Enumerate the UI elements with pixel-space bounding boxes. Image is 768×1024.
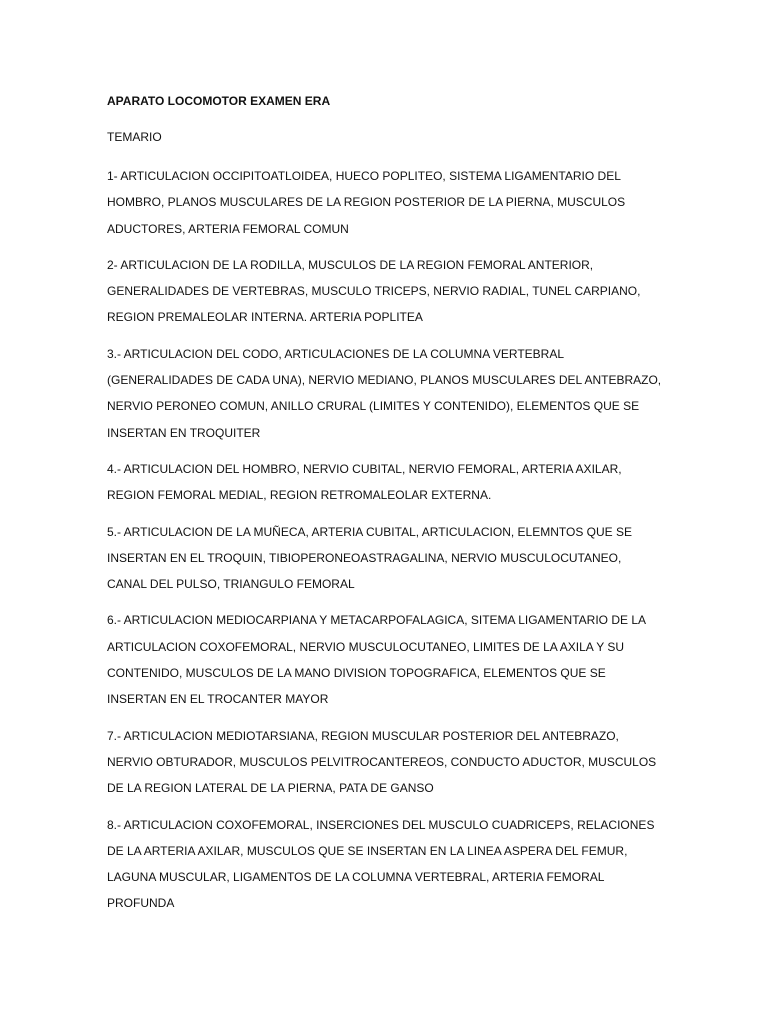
topic-item-6: 6.- ARTICULACION MEDIOCARPIANA Y METACARPOFALAGICA, SITEMA LIGAMENTARIO DE LA ARTICULACION COXOFEMORAL, NERVIO MUSCULOCUTANEO, LIMITES DE LA AXILA Y SU CONTENIDO, MUSCULOS DE LA MANO DIVISION TOPOGRAFICA, ELEMENTOS QUE SE INSERTAN EN EL TROCANTER MAYOR xyxy=(107,613,646,707)
topic-item-7: 7.- ARTICULACION MEDIOTARSIANA, REGION MUSCULAR POSTERIOR DEL ANTEBRAZO, NERVIO OBTURADOR, MUSCULOS PELVITROCANTEREOS, CONDUCTO ADUCTOR, MUSCULOS DE LA REGION LATERAL DE LA PIERNA, PATA DE GANSO xyxy=(107,728,657,796)
document-body xyxy=(107,91,663,927)
topic-item-2: 2- ARTICULACION DE LA RODILLA, MUSCULOS DE LA REGION FEMORAL ANTERIOR, GENERALIDADES DE VERTEBRAS, MUSCULO TRICEPS, NERVIO RADIAL, TUNEL CARPIANO, REGION PREMALEOLAR INTERNA. ARTERIA POPLITEA xyxy=(107,257,641,325)
topic-item-4: 4.- ARTICULACION DEL HOMBRO, NERVIO CUBITAL, NERVIO FEMORAL, ARTERIA AXILAR, REGION FEMORAL MEDIAL, REGION RETROMALEOLAR EXTERNA. xyxy=(107,461,622,503)
document-title: APARATO LOCOMOTOR EXAMEN ERA xyxy=(107,94,331,108)
topic-item-1: 1- ARTICULACION OCCIPITOATLOIDEA, HUECO POPLITEO, SISTEMA LIGAMENTARIO DEL HOMBRO, PLANOS MUSCULARES DE LA REGION POSTERIOR DE LA PIERNA, MUSCULOS ADUCTORES, ARTERIA FEMORAL COMUN xyxy=(107,169,626,236)
topic-item-3: 3.- ARTICULACION DEL CODO, ARTICULACIONES DE LA COLUMNA VERTEBRAL (GENERALIDADES DE CADA UNA), NERVIO MEDIANO, PLANOS MUSCULARES DEL ANTEBRAZO, NERVIO PERONEO COMUN, ANILLO CRURAL (LIMITES Y CONTENIDO), ELEMENTOS QUE SE INSERTAN EN TROQUITER xyxy=(107,346,662,440)
topic-item-5: 5.- ARTICULACION DE LA MUÑECA, ARTERIA CUBITAL, ARTICULACION, ELEMNTOS QUE SE INSERTAN EN EL TROQUIN, TIBIOPERONEOASTRAGALINA, NERVIO MUSCULOCUTANEO, CANAL DEL PULSO, TRIANGULO FEMORAL xyxy=(107,524,633,592)
document-subtitle: TEMARIO xyxy=(107,130,162,144)
topic-item-8: 8.- ARTICULACION COXOFEMORAL, INSERCIONES DEL MUSCULO CUADRICEPS, RELACIONES DE LA ARTERIA AXILAR, MUSCULOS QUE SE INSERTAN EN LA LINEA ASPERA DEL FEMUR, LAGUNA MUSCULAR, LIGAMENTOS DE LA COLUMNA VERTEBRAL, ARTERIA FEMORAL PROFUNDA xyxy=(107,817,655,911)
